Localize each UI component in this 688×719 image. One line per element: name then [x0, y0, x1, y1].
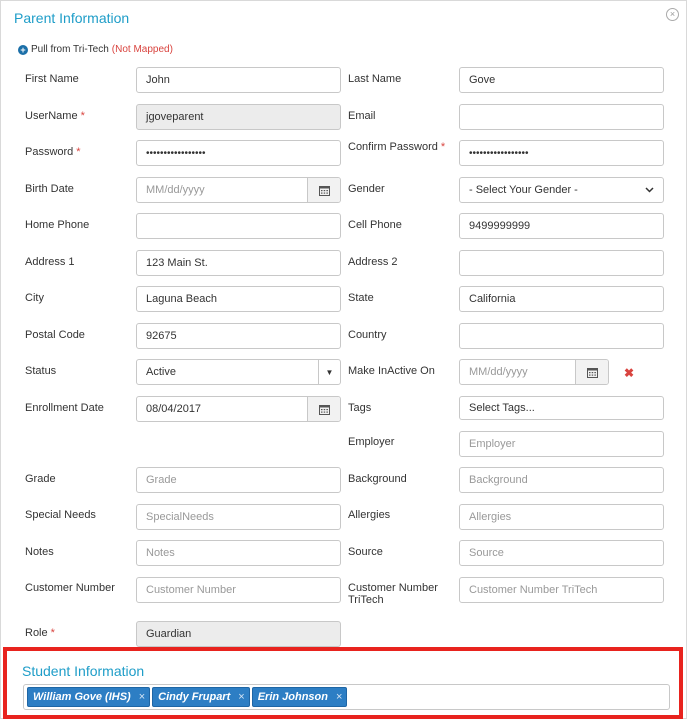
postal-code-label: Postal Code [25, 329, 85, 341]
special-needs-field[interactable]: SpecialNeeds [136, 504, 341, 530]
clear-date-icon[interactable]: ✖ [624, 366, 635, 380]
student-tag[interactable] [27, 687, 150, 707]
confirm-password-field[interactable]: ••••••••••••••••• [459, 140, 664, 166]
role-label [25, 627, 55, 639]
enrollment-date-picker[interactable] [136, 396, 341, 422]
background-field[interactable]: Background [459, 467, 664, 493]
background-label: Background [348, 473, 407, 485]
home-phone-label: Home Phone [25, 219, 90, 231]
plus-circle-icon: + [18, 45, 28, 55]
customer-number-tritech-field[interactable]: Customer Number TriTech [459, 577, 664, 603]
required-marker: * [440, 141, 446, 153]
make-inactive-on-label: Make InActive On [348, 365, 435, 377]
country-label: Country [348, 329, 387, 341]
email-label: Email [348, 110, 376, 122]
enrollment-date-input[interactable]: 08/04/2017 [146, 403, 202, 415]
calendar-icon[interactable] [575, 360, 608, 384]
chevron-down-icon [645, 185, 654, 195]
employer-field[interactable]: Employer [459, 431, 664, 457]
first-name-label: First Name [25, 73, 79, 85]
state-field[interactable]: California [459, 286, 664, 312]
address2-field[interactable] [459, 250, 664, 276]
caret-down-icon: ▼ [318, 360, 340, 384]
confirm-password-label [348, 141, 445, 153]
calendar-icon[interactable] [307, 397, 340, 421]
student-tag-label: Erin Johnson [257, 691, 328, 703]
role-field[interactable]: Guardian [136, 621, 341, 647]
grade-label: Grade [25, 473, 56, 485]
special-needs-label: Special Needs [25, 509, 96, 521]
calendar-icon[interactable] [307, 178, 340, 202]
pull-label: Pull from Tri-Tech [31, 44, 109, 55]
state-label: State [348, 292, 374, 304]
gender-label: Gender [348, 183, 385, 195]
birth-date-input[interactable]: MM/dd/yyyy [146, 184, 205, 196]
source-field[interactable]: Source [459, 540, 664, 566]
remove-tag-icon[interactable]: × [138, 691, 146, 703]
required-marker: * [50, 627, 55, 639]
password-field[interactable]: ••••••••••••••••• [136, 140, 341, 166]
tags-select[interactable]: Select Tags... [459, 396, 664, 420]
make-inactive-on-picker[interactable] [459, 359, 609, 385]
username-label [25, 110, 85, 122]
student-section-title: Student Information [22, 663, 145, 679]
required-marker: * [76, 146, 81, 158]
required-marker: * [80, 110, 85, 122]
allergies-label: Allergies [348, 509, 391, 521]
close-icon[interactable]: × [666, 8, 679, 21]
city-field[interactable]: Laguna Beach [136, 286, 341, 312]
status-label: Status [25, 365, 57, 377]
username-field[interactable]: jgoveparent [136, 104, 341, 130]
first-name-field[interactable]: John [136, 67, 341, 93]
birth-date-label: Birth Date [25, 183, 74, 195]
cell-phone-label: Cell Phone [348, 219, 402, 231]
customer-number-field[interactable]: Customer Number [136, 577, 341, 603]
birth-date-picker[interactable] [136, 177, 341, 203]
panel-title: Parent Information [14, 10, 130, 26]
customer-number-tritech-label [348, 582, 438, 606]
password-label-text: Password [25, 146, 74, 158]
student-tag[interactable] [252, 687, 348, 707]
tags-label: Tags [348, 402, 372, 414]
remove-tag-icon[interactable]: × [238, 691, 245, 703]
notes-field[interactable]: Notes [136, 540, 341, 566]
student-tag-label: William Gove (IHS) [33, 691, 131, 703]
customer-number-tritech-label-line1: Customer Number [348, 582, 438, 594]
make-inactive-on-input[interactable]: MM/dd/yyyy [469, 366, 528, 378]
student-information-section [3, 647, 683, 719]
gender-select-value: - Select Your Gender - [469, 184, 578, 196]
employer-label: Employer [348, 436, 395, 448]
cell-phone-field[interactable]: 9499999999 [459, 213, 664, 239]
email-field[interactable] [459, 104, 664, 130]
country-field[interactable] [459, 323, 664, 349]
address1-field[interactable]: 123 Main St. [136, 250, 341, 276]
confirm-password-label-text: Confirm Password [348, 141, 438, 153]
pull-from-tritech-link[interactable] [18, 44, 173, 55]
enrollment-date-label: Enrollment Date [25, 402, 104, 414]
status-select[interactable] [136, 359, 341, 385]
allergies-field[interactable]: Allergies [459, 504, 664, 530]
home-phone-field[interactable] [136, 213, 341, 239]
gender-select[interactable] [459, 177, 664, 203]
student-tag-input[interactable] [23, 684, 670, 710]
student-tag-label: Cindy Frupart [158, 691, 231, 703]
postal-code-field[interactable]: 92675 [136, 323, 341, 349]
student-tag[interactable] [152, 687, 250, 707]
mapping-status: (Not Mapped) [111, 44, 173, 55]
grade-field[interactable]: Grade [136, 467, 341, 493]
password-label [25, 146, 81, 158]
last-name-label: Last Name [348, 73, 402, 85]
username-label-text: UserName [25, 110, 78, 122]
customer-number-tritech-label-line2: TriTech [348, 594, 384, 606]
last-name-field[interactable]: Gove [459, 67, 664, 93]
role-label-text: Role [25, 627, 48, 639]
city-label: City [25, 292, 44, 304]
customer-number-label: Customer Number [25, 582, 115, 594]
status-select-value: Active [146, 366, 176, 378]
address2-label: Address 2 [348, 256, 398, 268]
address1-label: Address 1 [25, 256, 75, 268]
notes-label: Notes [25, 546, 54, 558]
remove-tag-icon[interactable]: × [335, 691, 343, 703]
source-label: Source [348, 546, 383, 558]
